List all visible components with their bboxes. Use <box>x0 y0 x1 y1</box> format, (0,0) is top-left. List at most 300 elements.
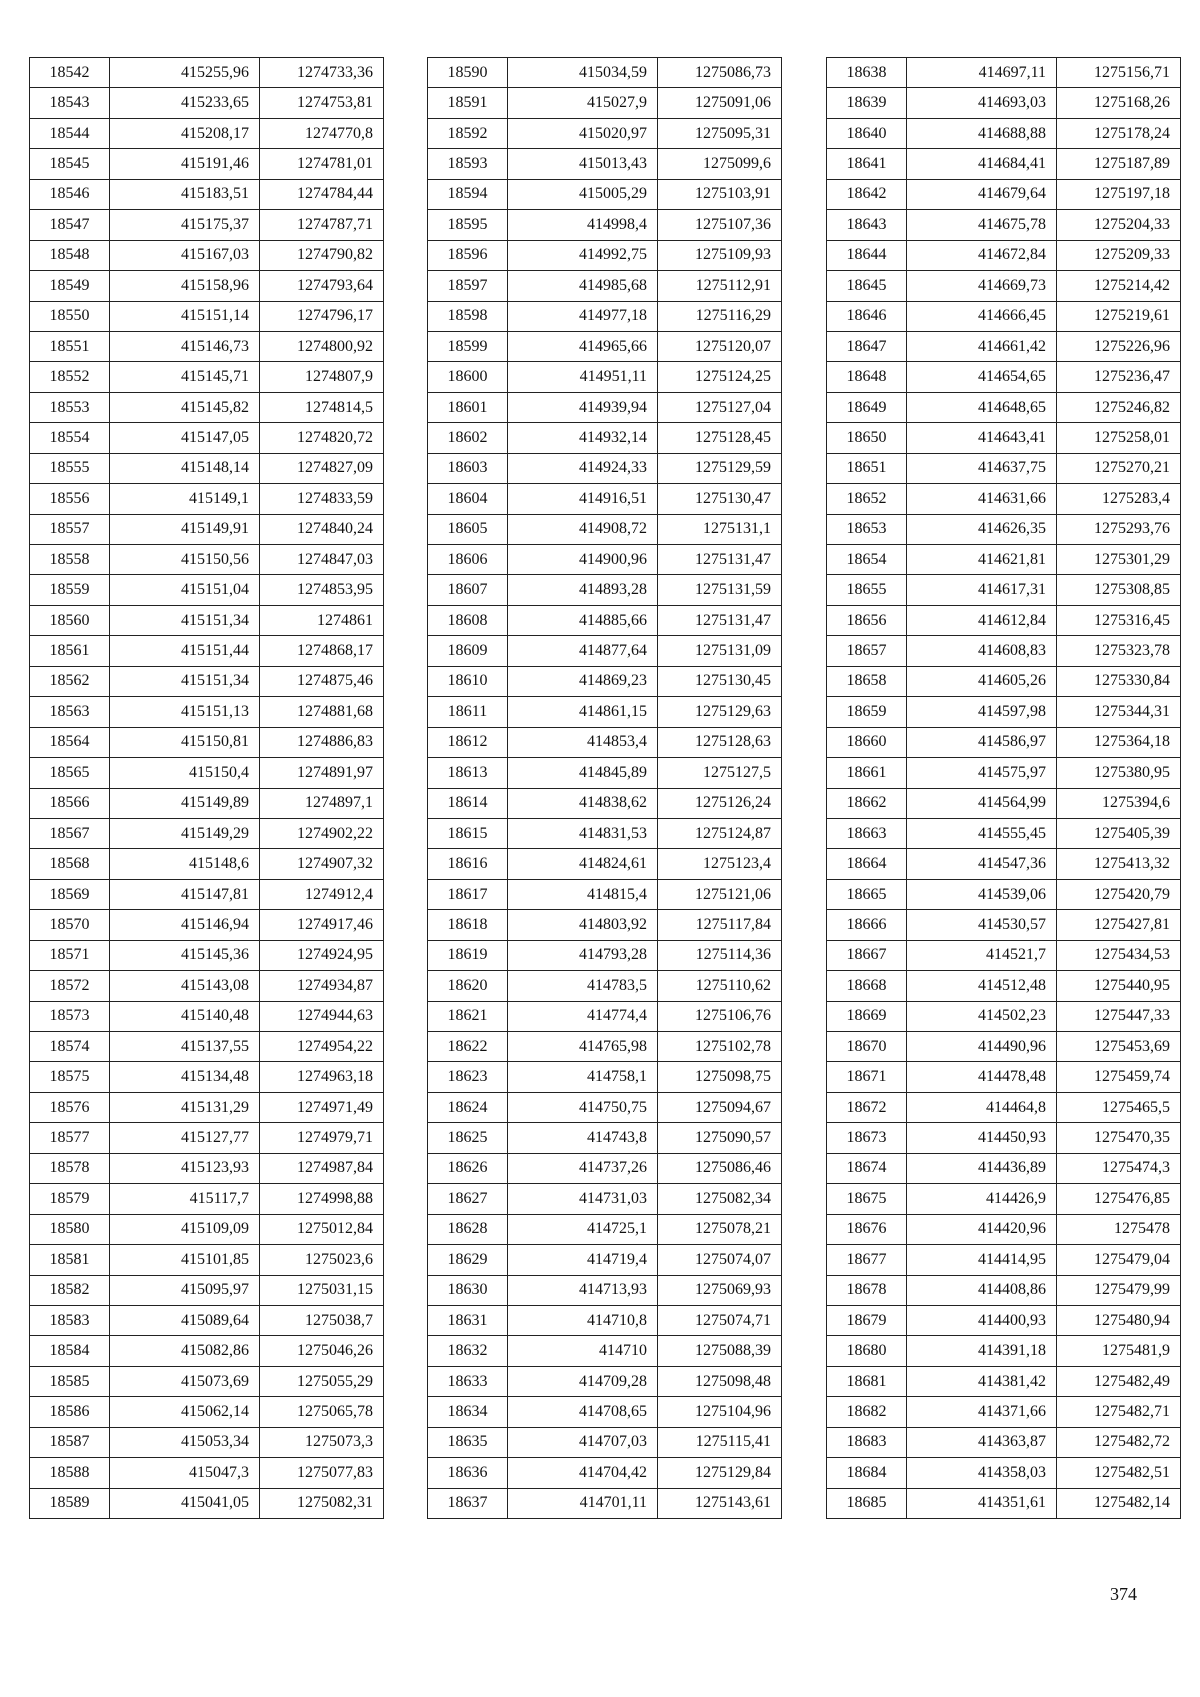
y-coordinate-cell: 1275123,4 <box>658 849 782 879</box>
x-coordinate-cell: 414939,94 <box>508 392 658 422</box>
table-row <box>827 271 1181 301</box>
y-coordinate-cell: 1275091,06 <box>658 88 782 118</box>
table-row <box>30 331 384 361</box>
x-coordinate-cell: 414408,86 <box>907 1275 1057 1305</box>
y-coordinate-cell: 1275110,62 <box>658 971 782 1001</box>
x-coordinate-cell: 414502,23 <box>907 1001 1057 1031</box>
x-coordinate-cell: 415034,59 <box>508 58 658 88</box>
y-coordinate-cell: 1275120,07 <box>658 331 782 361</box>
table-row <box>30 118 384 148</box>
y-coordinate-cell: 1275077,83 <box>260 1458 384 1488</box>
y-coordinate-cell: 1275090,57 <box>658 1123 782 1153</box>
x-coordinate-cell: 414893,28 <box>508 575 658 605</box>
x-coordinate-cell: 414815,4 <box>508 879 658 909</box>
y-coordinate-cell: 1274934,87 <box>260 971 384 1001</box>
table-row <box>30 1336 384 1366</box>
x-coordinate-cell: 414710,8 <box>508 1305 658 1335</box>
point-number-cell: 18679 <box>827 1305 907 1335</box>
x-coordinate-cell: 414693,03 <box>907 88 1057 118</box>
y-coordinate-cell: 1274868,17 <box>260 636 384 666</box>
y-coordinate-cell: 1275481,9 <box>1057 1336 1181 1366</box>
x-coordinate-cell: 414908,72 <box>508 514 658 544</box>
y-coordinate-cell: 1274902,22 <box>260 818 384 848</box>
y-coordinate-cell: 1275128,63 <box>658 727 782 757</box>
table-row <box>428 1245 782 1275</box>
point-number-cell: 18561 <box>30 636 110 666</box>
table-row <box>30 423 384 453</box>
table-row <box>30 362 384 392</box>
y-coordinate-cell: 1275459,74 <box>1057 1062 1181 1092</box>
table-row <box>428 484 782 514</box>
x-coordinate-cell: 415005,29 <box>508 179 658 209</box>
table-row <box>827 514 1181 544</box>
point-number-cell: 18656 <box>827 605 907 635</box>
table-row <box>428 910 782 940</box>
point-number-cell: 18655 <box>827 575 907 605</box>
point-number-cell: 18674 <box>827 1153 907 1183</box>
point-number-cell: 18557 <box>30 514 110 544</box>
coordinate-table-2 <box>427 57 782 1519</box>
y-coordinate-cell: 1275115,41 <box>658 1427 782 1457</box>
y-coordinate-cell: 1275099,6 <box>658 149 782 179</box>
y-coordinate-cell: 1274987,84 <box>260 1153 384 1183</box>
table-row <box>827 1153 1181 1183</box>
y-coordinate-cell: 1274784,44 <box>260 179 384 209</box>
table-row <box>428 362 782 392</box>
point-number-cell: 18585 <box>30 1366 110 1396</box>
y-coordinate-cell: 1275197,18 <box>1057 179 1181 209</box>
table-row <box>827 727 1181 757</box>
point-number-cell: 18610 <box>428 666 508 696</box>
point-number-cell: 18667 <box>827 940 907 970</box>
y-coordinate-cell: 1275482,51 <box>1057 1458 1181 1488</box>
table-row <box>30 1032 384 1062</box>
y-coordinate-cell: 1275480,94 <box>1057 1305 1181 1335</box>
y-coordinate-cell: 1275226,96 <box>1057 331 1181 361</box>
table-row <box>827 910 1181 940</box>
x-coordinate-cell: 414838,62 <box>508 788 658 818</box>
coordinate-table-body <box>428 58 782 1519</box>
x-coordinate-cell: 415101,85 <box>110 1245 260 1275</box>
x-coordinate-cell: 414478,48 <box>907 1062 1057 1092</box>
table-row <box>827 575 1181 605</box>
table-row <box>827 1062 1181 1092</box>
point-number-cell: 18639 <box>827 88 907 118</box>
point-number-cell: 18556 <box>30 484 110 514</box>
y-coordinate-cell: 1275204,33 <box>1057 210 1181 240</box>
point-number-cell: 18625 <box>428 1123 508 1153</box>
y-coordinate-cell: 1275323,78 <box>1057 636 1181 666</box>
table-row <box>30 484 384 514</box>
table-row <box>30 1305 384 1335</box>
point-number-cell: 18684 <box>827 1458 907 1488</box>
table-row <box>30 697 384 727</box>
x-coordinate-cell: 414869,23 <box>508 666 658 696</box>
table-row <box>827 1275 1181 1305</box>
table-row <box>827 88 1181 118</box>
coordinate-table-1 <box>29 57 384 1519</box>
y-coordinate-cell: 1274847,03 <box>260 545 384 575</box>
table-row <box>428 1427 782 1457</box>
y-coordinate-cell: 1274827,09 <box>260 453 384 483</box>
point-number-cell: 18627 <box>428 1184 508 1214</box>
point-number-cell: 18631 <box>428 1305 508 1335</box>
y-coordinate-cell: 1275470,35 <box>1057 1123 1181 1153</box>
point-number-cell: 18668 <box>827 971 907 1001</box>
x-coordinate-cell: 415147,05 <box>110 423 260 453</box>
y-coordinate-cell: 1275156,71 <box>1057 58 1181 88</box>
table-row <box>30 788 384 818</box>
x-coordinate-cell: 415053,34 <box>110 1427 260 1457</box>
x-coordinate-cell: 415149,1 <box>110 484 260 514</box>
y-coordinate-cell: 1275474,3 <box>1057 1153 1181 1183</box>
x-coordinate-cell: 415148,6 <box>110 849 260 879</box>
point-number-cell: 18678 <box>827 1275 907 1305</box>
table-row <box>827 301 1181 331</box>
x-coordinate-cell: 415145,71 <box>110 362 260 392</box>
point-number-cell: 18646 <box>827 301 907 331</box>
y-coordinate-cell: 1275131,59 <box>658 575 782 605</box>
table-row <box>428 210 782 240</box>
point-number-cell: 18542 <box>30 58 110 88</box>
point-number-cell: 18648 <box>827 362 907 392</box>
point-number-cell: 18580 <box>30 1214 110 1244</box>
x-coordinate-cell: 414824,61 <box>508 849 658 879</box>
x-coordinate-cell: 415145,82 <box>110 392 260 422</box>
point-number-cell: 18589 <box>30 1488 110 1518</box>
y-coordinate-cell: 1274979,71 <box>260 1123 384 1153</box>
point-number-cell: 18676 <box>827 1214 907 1244</box>
x-coordinate-cell: 414831,53 <box>508 818 658 848</box>
table-row <box>428 697 782 727</box>
point-number-cell: 18677 <box>827 1245 907 1275</box>
y-coordinate-cell: 1275094,67 <box>658 1092 782 1122</box>
x-coordinate-cell: 414737,26 <box>508 1153 658 1183</box>
y-coordinate-cell: 1274861 <box>260 605 384 635</box>
table-row <box>30 392 384 422</box>
table-row <box>827 788 1181 818</box>
table-row <box>428 940 782 970</box>
x-coordinate-cell: 414709,28 <box>508 1366 658 1396</box>
point-number-cell: 18576 <box>30 1092 110 1122</box>
table-row <box>30 1488 384 1518</box>
point-number-cell: 18683 <box>827 1427 907 1457</box>
point-number-cell: 18547 <box>30 210 110 240</box>
table-row <box>827 605 1181 635</box>
table-row <box>30 1458 384 1488</box>
y-coordinate-cell: 1275098,75 <box>658 1062 782 1092</box>
y-coordinate-cell: 1275168,26 <box>1057 88 1181 118</box>
point-number-cell: 18612 <box>428 727 508 757</box>
point-number-cell: 18605 <box>428 514 508 544</box>
y-coordinate-cell: 1274853,95 <box>260 575 384 605</box>
table-row <box>428 605 782 635</box>
y-coordinate-cell: 1274787,71 <box>260 210 384 240</box>
point-number-cell: 18560 <box>30 605 110 635</box>
x-coordinate-cell: 414985,68 <box>508 271 658 301</box>
y-coordinate-cell: 1275301,29 <box>1057 545 1181 575</box>
y-coordinate-cell: 1274807,9 <box>260 362 384 392</box>
table-row <box>827 1123 1181 1153</box>
y-coordinate-cell: 1275209,33 <box>1057 240 1181 270</box>
table-row <box>827 1245 1181 1275</box>
table-row <box>30 1427 384 1457</box>
point-number-cell: 18551 <box>30 331 110 361</box>
x-coordinate-cell: 414900,96 <box>508 545 658 575</box>
point-number-cell: 18654 <box>827 545 907 575</box>
x-coordinate-cell: 415151,44 <box>110 636 260 666</box>
table-row <box>30 514 384 544</box>
y-coordinate-cell: 1275293,76 <box>1057 514 1181 544</box>
point-number-cell: 18592 <box>428 118 508 148</box>
point-number-cell: 18664 <box>827 849 907 879</box>
point-number-cell: 18584 <box>30 1336 110 1366</box>
table-row <box>827 1214 1181 1244</box>
table-row <box>30 575 384 605</box>
x-coordinate-cell: 414783,5 <box>508 971 658 1001</box>
x-coordinate-cell: 414626,35 <box>907 514 1057 544</box>
table-row <box>827 58 1181 88</box>
x-coordinate-cell: 414774,4 <box>508 1001 658 1031</box>
point-number-cell: 18600 <box>428 362 508 392</box>
y-coordinate-cell: 1275453,69 <box>1057 1032 1181 1062</box>
y-coordinate-cell: 1274907,32 <box>260 849 384 879</box>
y-coordinate-cell: 1275316,45 <box>1057 605 1181 635</box>
point-number-cell: 18607 <box>428 575 508 605</box>
point-number-cell: 18644 <box>827 240 907 270</box>
table-row <box>428 1001 782 1031</box>
point-number-cell: 18575 <box>30 1062 110 1092</box>
point-number-cell: 18634 <box>428 1397 508 1427</box>
x-coordinate-cell: 414916,51 <box>508 484 658 514</box>
table-row <box>30 210 384 240</box>
point-number-cell: 18581 <box>30 1245 110 1275</box>
table-row <box>827 484 1181 514</box>
table-row <box>30 1366 384 1396</box>
table-row <box>827 118 1181 148</box>
point-number-cell: 18571 <box>30 940 110 970</box>
table-row <box>428 301 782 331</box>
x-coordinate-cell: 415134,48 <box>110 1062 260 1092</box>
x-coordinate-cell: 414719,4 <box>508 1245 658 1275</box>
x-coordinate-cell: 415123,93 <box>110 1153 260 1183</box>
y-coordinate-cell: 1275082,34 <box>658 1184 782 1214</box>
y-coordinate-cell: 1275109,93 <box>658 240 782 270</box>
y-coordinate-cell: 1274820,72 <box>260 423 384 453</box>
x-coordinate-cell: 414555,45 <box>907 818 1057 848</box>
x-coordinate-cell: 414391,18 <box>907 1336 1057 1366</box>
y-coordinate-cell: 1274833,59 <box>260 484 384 514</box>
point-number-cell: 18565 <box>30 758 110 788</box>
table-row <box>827 179 1181 209</box>
point-number-cell: 18582 <box>30 1275 110 1305</box>
x-coordinate-cell: 414597,98 <box>907 697 1057 727</box>
point-number-cell: 18609 <box>428 636 508 666</box>
y-coordinate-cell: 1275258,01 <box>1057 423 1181 453</box>
point-number-cell: 18643 <box>827 210 907 240</box>
table-row <box>30 149 384 179</box>
y-coordinate-cell: 1275031,15 <box>260 1275 384 1305</box>
table-row <box>827 818 1181 848</box>
table-row <box>30 58 384 88</box>
point-number-cell: 18613 <box>428 758 508 788</box>
point-number-cell: 18578 <box>30 1153 110 1183</box>
table-row <box>30 971 384 1001</box>
table-row <box>428 514 782 544</box>
point-number-cell: 18601 <box>428 392 508 422</box>
y-coordinate-cell: 1275124,25 <box>658 362 782 392</box>
point-number-cell: 18619 <box>428 940 508 970</box>
table-row <box>827 636 1181 666</box>
point-number-cell: 18663 <box>827 818 907 848</box>
x-coordinate-cell: 414621,81 <box>907 545 1057 575</box>
table-row <box>428 271 782 301</box>
table-row <box>428 1305 782 1335</box>
point-number-cell: 18570 <box>30 910 110 940</box>
x-coordinate-cell: 414731,03 <box>508 1184 658 1214</box>
table-row <box>428 1458 782 1488</box>
table-row <box>428 636 782 666</box>
x-coordinate-cell: 415151,14 <box>110 301 260 331</box>
point-number-cell: 18666 <box>827 910 907 940</box>
y-coordinate-cell: 1275088,39 <box>658 1336 782 1366</box>
point-number-cell: 18552 <box>30 362 110 392</box>
x-coordinate-cell: 415143,08 <box>110 971 260 1001</box>
x-coordinate-cell: 414932,14 <box>508 423 658 453</box>
x-coordinate-cell: 414992,75 <box>508 240 658 270</box>
table-row <box>428 1123 782 1153</box>
y-coordinate-cell: 1275308,85 <box>1057 575 1181 605</box>
table-row <box>428 758 782 788</box>
x-coordinate-cell: 414743,8 <box>508 1123 658 1153</box>
x-coordinate-cell: 414420,96 <box>907 1214 1057 1244</box>
table-row <box>827 971 1181 1001</box>
x-coordinate-cell: 415131,29 <box>110 1092 260 1122</box>
x-coordinate-cell: 414521,7 <box>907 940 1057 970</box>
table-row <box>428 423 782 453</box>
table-row <box>827 1032 1181 1062</box>
point-number-cell: 18546 <box>30 179 110 209</box>
y-coordinate-cell: 1275074,07 <box>658 1245 782 1275</box>
x-coordinate-cell: 414605,26 <box>907 666 1057 696</box>
y-coordinate-cell: 1275413,32 <box>1057 849 1181 879</box>
table-row <box>827 758 1181 788</box>
y-coordinate-cell: 1274971,49 <box>260 1092 384 1122</box>
point-number-cell: 18572 <box>30 971 110 1001</box>
y-coordinate-cell: 1275178,24 <box>1057 118 1181 148</box>
y-coordinate-cell: 1274733,36 <box>260 58 384 88</box>
x-coordinate-cell: 415233,65 <box>110 88 260 118</box>
table-row <box>428 240 782 270</box>
point-number-cell: 18638 <box>827 58 907 88</box>
point-number-cell: 18611 <box>428 697 508 727</box>
y-coordinate-cell: 1275131,09 <box>658 636 782 666</box>
point-number-cell: 18658 <box>827 666 907 696</box>
y-coordinate-cell: 1275380,95 <box>1057 758 1181 788</box>
point-number-cell: 18587 <box>30 1427 110 1457</box>
point-number-cell: 18559 <box>30 575 110 605</box>
table-row <box>30 1397 384 1427</box>
x-coordinate-cell: 414426,9 <box>907 1184 1057 1214</box>
x-coordinate-cell: 414885,66 <box>508 605 658 635</box>
y-coordinate-cell: 1275405,39 <box>1057 818 1181 848</box>
table-row <box>30 1184 384 1214</box>
y-coordinate-cell: 1275086,46 <box>658 1153 782 1183</box>
y-coordinate-cell: 1274770,8 <box>260 118 384 148</box>
point-number-cell: 18603 <box>428 453 508 483</box>
y-coordinate-cell: 1275038,7 <box>260 1305 384 1335</box>
y-coordinate-cell: 1275128,45 <box>658 423 782 453</box>
x-coordinate-cell: 414701,11 <box>508 1488 658 1518</box>
x-coordinate-cell: 414512,48 <box>907 971 1057 1001</box>
point-number-cell: 18660 <box>827 727 907 757</box>
x-coordinate-cell: 415146,94 <box>110 910 260 940</box>
point-number-cell: 18622 <box>428 1032 508 1062</box>
x-coordinate-cell: 415095,97 <box>110 1275 260 1305</box>
x-coordinate-cell: 415127,77 <box>110 1123 260 1153</box>
x-coordinate-cell: 414965,66 <box>508 331 658 361</box>
table-row <box>30 758 384 788</box>
y-coordinate-cell: 1275124,87 <box>658 818 782 848</box>
table-row <box>428 58 782 88</box>
point-number-cell: 18567 <box>30 818 110 848</box>
y-coordinate-cell: 1275364,18 <box>1057 727 1181 757</box>
table-row <box>30 453 384 483</box>
y-coordinate-cell: 1274912,4 <box>260 879 384 909</box>
x-coordinate-cell: 415062,14 <box>110 1397 260 1427</box>
table-row <box>827 1336 1181 1366</box>
table-row <box>428 118 782 148</box>
y-coordinate-cell: 1275478 <box>1057 1214 1181 1244</box>
y-coordinate-cell: 1275121,06 <box>658 879 782 909</box>
point-number-cell: 18670 <box>827 1032 907 1062</box>
x-coordinate-cell: 414675,78 <box>907 210 1057 240</box>
table-row <box>428 1336 782 1366</box>
x-coordinate-cell: 415150,4 <box>110 758 260 788</box>
point-number-cell: 18545 <box>30 149 110 179</box>
x-coordinate-cell: 414371,66 <box>907 1397 1057 1427</box>
table-row <box>827 1458 1181 1488</box>
y-coordinate-cell: 1275434,53 <box>1057 940 1181 970</box>
table-row <box>827 1488 1181 1518</box>
x-coordinate-cell: 415167,03 <box>110 240 260 270</box>
y-coordinate-cell: 1275131,1 <box>658 514 782 544</box>
x-coordinate-cell: 414951,11 <box>508 362 658 392</box>
x-coordinate-cell: 414637,75 <box>907 453 1057 483</box>
point-number-cell: 18682 <box>827 1397 907 1427</box>
x-coordinate-cell: 415151,34 <box>110 605 260 635</box>
x-coordinate-cell: 414450,93 <box>907 1123 1057 1153</box>
y-coordinate-cell: 1275012,84 <box>260 1214 384 1244</box>
table-row <box>428 727 782 757</box>
y-coordinate-cell: 1275420,79 <box>1057 879 1181 909</box>
point-number-cell: 18629 <box>428 1245 508 1275</box>
point-number-cell: 18591 <box>428 88 508 118</box>
x-coordinate-cell: 414564,99 <box>907 788 1057 818</box>
y-coordinate-cell: 1275114,36 <box>658 940 782 970</box>
point-number-cell: 18615 <box>428 818 508 848</box>
point-number-cell: 18624 <box>428 1092 508 1122</box>
x-coordinate-cell: 414679,64 <box>907 179 1057 209</box>
table-row <box>428 1184 782 1214</box>
table-row <box>428 1214 782 1244</box>
x-coordinate-cell: 415047,3 <box>110 1458 260 1488</box>
point-number-cell: 18597 <box>428 271 508 301</box>
x-coordinate-cell: 414707,03 <box>508 1427 658 1457</box>
x-coordinate-cell: 414631,66 <box>907 484 1057 514</box>
y-coordinate-cell: 1275130,47 <box>658 484 782 514</box>
point-number-cell: 18628 <box>428 1214 508 1244</box>
